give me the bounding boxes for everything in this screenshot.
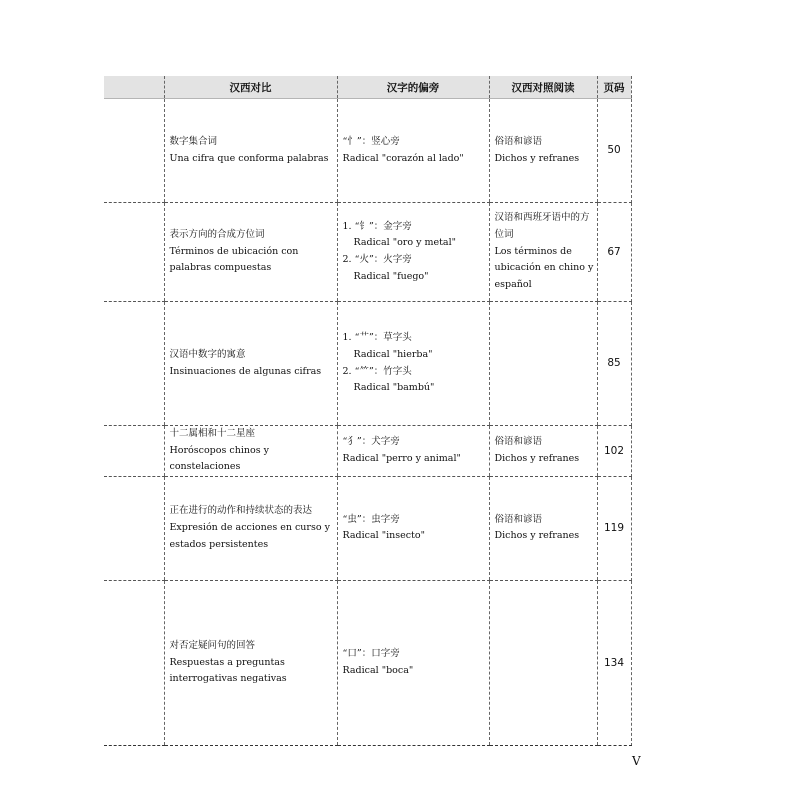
header-reading: 汉西对照阅读 [489, 76, 597, 99]
contrast-cell [164, 476, 337, 580]
toc-table [104, 76, 632, 746]
contrast-es: Términos de ubicación con palabras compuestas [169, 245, 299, 274]
table-row [104, 302, 631, 426]
radical-line: Radical "fuego" [353, 270, 429, 282]
page-number: V [632, 754, 641, 768]
reading-line: Dichos y refranes [494, 530, 580, 542]
contrast-es: Horóscopos chinos y constelaciones [169, 444, 269, 473]
radical-line: 1. “钅”：金字旁 [342, 220, 412, 232]
page-cell: 50 [597, 99, 631, 203]
reading-cell [489, 426, 597, 477]
contrast-zh: 汉语中数字的寓意 [169, 348, 246, 360]
header-row [104, 76, 631, 99]
table-row [104, 580, 631, 745]
contrast-zh: 数字集合词 [169, 135, 218, 147]
radical-line: 2. “⺮”：竹字头 [342, 365, 412, 377]
radical-line: Radical "corazón al lado" [342, 152, 464, 164]
page-cell: 134 [597, 580, 631, 745]
reading-cell [489, 476, 597, 580]
radical-line: Radical "bambú" [353, 382, 435, 394]
reading-cell [489, 99, 597, 203]
contrast-cell [164, 580, 337, 745]
radical-line: 2. “火”：火字旁 [342, 254, 412, 265]
reading-cell [489, 580, 597, 745]
contrast-zh: 对否定疑问句的回答 [169, 639, 256, 651]
radical-line: “口”：口字旁 [342, 648, 400, 660]
page-cell: 119 [597, 476, 631, 580]
reading-line: 俗语和谚语 [494, 513, 543, 525]
radical-line: “犭”：犬字旁 [342, 436, 400, 448]
row-spacer [104, 580, 164, 745]
header-radical: 汉字的偏旁 [337, 76, 489, 99]
page-cell: 85 [597, 302, 631, 426]
reading-line: Dichos y refranes [494, 452, 580, 464]
contrast-es: Una cifra que conforma palabras [169, 152, 329, 164]
radical-cell [337, 476, 489, 580]
header-contrast: 汉西对比 [164, 76, 337, 99]
row-spacer [104, 476, 164, 580]
reading-cell [489, 302, 597, 426]
reading-line: Los términos de ubicación en chino y español [494, 245, 594, 290]
row-spacer [104, 426, 164, 477]
radical-cell [337, 302, 489, 426]
radical-line: Radical "oro y metal" [353, 237, 456, 249]
radical-cell [337, 580, 489, 745]
contrast-es: Respuestas a preguntas interrogativas negativas [169, 656, 287, 685]
radical-line: Radical "insecto" [342, 530, 425, 542]
radical-line: Radical "boca" [342, 664, 414, 676]
reading-line: 俗语和谚语 [494, 436, 543, 448]
radical-line: “忄”：竖心旁 [342, 135, 400, 147]
row-spacer [104, 99, 164, 203]
header-page: 页码 [597, 76, 631, 99]
radical-line: “虫”：虫字旁 [342, 513, 400, 525]
table-row [104, 426, 631, 477]
contrast-zh: 正在进行的动作和持续状态的表达 [169, 505, 313, 517]
radical-line: 1. “艹”：草字头 [342, 332, 412, 344]
radical-cell [337, 203, 489, 302]
contrast-zh: 表示方向的合成方位词 [169, 229, 265, 241]
table-row [104, 99, 631, 203]
row-spacer [104, 302, 164, 426]
radical-cell [337, 99, 489, 203]
table-row [104, 203, 631, 302]
radical-line: Radical "hierba" [353, 348, 433, 360]
page-cell: 67 [597, 203, 631, 302]
row-spacer [104, 203, 164, 302]
contrast-cell [164, 203, 337, 302]
contrast-cell [164, 99, 337, 203]
contrast-zh: 十二属相和十二星座 [169, 428, 256, 439]
radical-line: Radical "perro y animal" [342, 452, 461, 464]
reading-line: Dichos y refranes [494, 152, 580, 164]
reading-line: 俗语和谚语 [494, 135, 543, 147]
contrast-es: Insinuaciones de algunas cifras [169, 365, 322, 377]
reading-line: 汉语和西班牙语中的方位词 [494, 212, 590, 241]
contrast-cell [164, 426, 337, 477]
radical-cell [337, 426, 489, 477]
table-row [104, 476, 631, 580]
reading-cell [489, 203, 597, 302]
contrast-cell [164, 302, 337, 426]
contrast-es: Expresión de acciones en curso y estados persistentes [169, 522, 330, 550]
page-cell: 102 [597, 426, 631, 477]
header-blank [104, 76, 164, 99]
